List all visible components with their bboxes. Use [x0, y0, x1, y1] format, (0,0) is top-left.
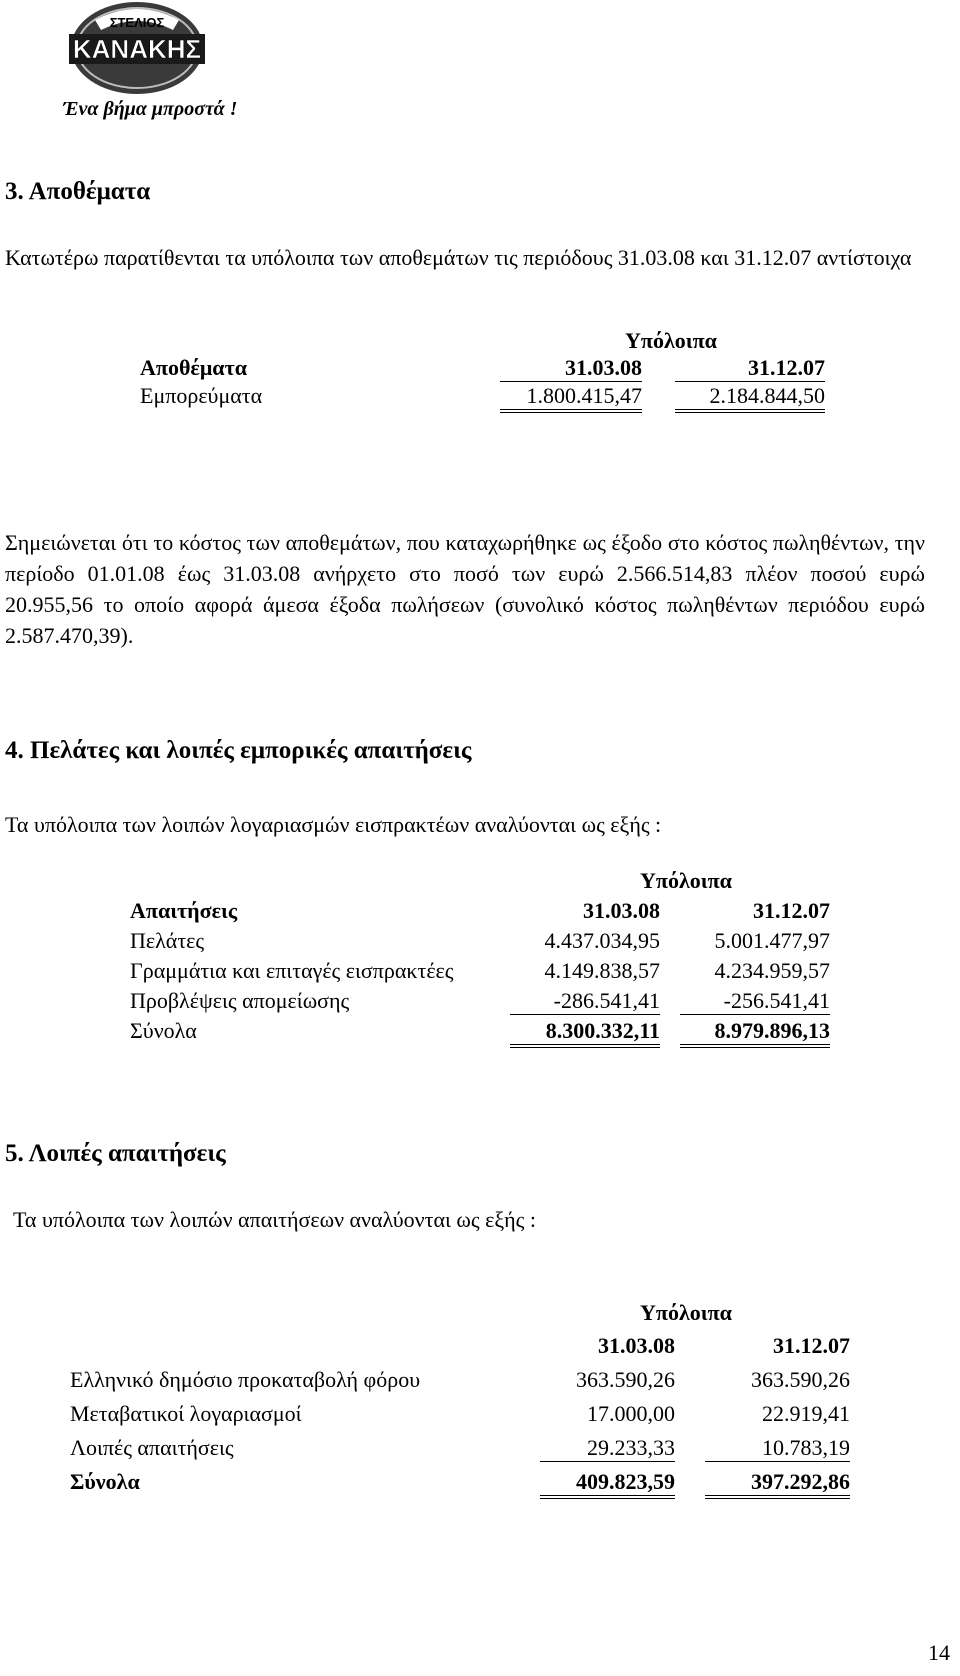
s3-row-value-1: 1.800.415,47 — [500, 383, 642, 413]
s5-row-value-1: 29.233,33 — [540, 1435, 675, 1462]
s4-total-label: Σύνολα — [130, 1018, 197, 1043]
s5-row-value-2: 363.590,26 — [751, 1367, 850, 1392]
s4-col1-header: 31.03.08 — [583, 898, 660, 923]
s5-row-label: Μεταβατικοί λογαριασμοί — [70, 1401, 302, 1426]
section-3-note: Σημειώνεται ότι το κόστος των αποθεμάτων, που καταχωρήθηκε ως έξοδο στο κόστος πωληθέντων, την περίοδο 01.01.08 έως 31.03.08 ανήρχετο στο ποσό των ευρώ 2.566.514,83 πλέον ποσού ευρώ 20.955,56 το οποίο αφορά άμεσα έξοδα πωλήσεων (συνολικό κόστος πωληθέντων περιόδου ευρώ 2.587.470,39). — [5, 530, 925, 648]
svg-text:ΣΤΕΛΙΟΣ: ΣΤΕΛΙΟΣ — [109, 15, 165, 30]
section-5-heading: 5. Λοιπές απαιτήσεις — [5, 1140, 226, 1167]
s5-row-value-1: 17.000,00 — [587, 1401, 675, 1426]
svg-text:ΚΑΝΑΚΗΣ: ΚΑΝΑΚΗΣ — [72, 34, 202, 64]
s5-col2-header: 31.12.07 — [773, 1333, 850, 1358]
section-3-heading: 3. Αποθέματα — [5, 178, 151, 205]
s3-col2-header: 31.12.07 — [675, 355, 825, 382]
s4-row-header: Απαιτήσεις — [130, 898, 238, 923]
s4-row-value-2: 5.001.477,97 — [714, 928, 830, 953]
s4-row-value-1: 4.149.838,57 — [544, 958, 660, 983]
s5-group-header: Υπόλοιπα — [640, 1300, 732, 1325]
s5-row-value-1: 363.590,26 — [576, 1367, 675, 1392]
s4-total-value-2: 8.979.896,13 — [680, 1018, 830, 1048]
s4-row-label: Προβλέψεις απομείωσης — [130, 988, 350, 1013]
svg-text:Ένα βήμα μπροστά !: Ένα βήμα μπροστά ! — [63, 98, 238, 120]
s4-row-value-2: 4.234.959,57 — [714, 958, 830, 983]
s3-col1-header: 31.03.08 — [500, 355, 642, 382]
s3-row-value-2: 2.184.844,50 — [675, 383, 825, 413]
s4-row-label: Πελάτες — [130, 928, 205, 953]
section-4-heading: 4. Πελάτες και λοιπές εμπορικές απαιτήσεις — [5, 737, 472, 764]
s3-row-label: Εμπορεύματα — [140, 383, 263, 408]
page-number: 14 — [928, 1640, 950, 1665]
section-4-intro: Τα υπόλοιπα των λοιπών λογαριασμών εισπρακτέων αναλύονται ως εξής : — [5, 812, 662, 837]
s4-row-value-1: -286.541,41 — [510, 988, 660, 1015]
s4-row-value-1: 4.437.034,95 — [544, 928, 660, 953]
company-logo — [55, 0, 240, 130]
s5-row-label: Ελληνικό δημόσιο προκαταβολή φόρου — [70, 1367, 421, 1392]
s4-group-header: Υπόλοιπα — [640, 868, 732, 893]
s3-row-header: Αποθέματα — [140, 355, 247, 380]
s3-group-header: Υπόλοιπα — [625, 328, 717, 353]
section-3-intro: Κατωτέρω παρατίθενται τα υπόλοιπα των αποθεμάτων τις περιόδους 31.03.08 και 31.12.07 αντίστοιχα — [5, 245, 912, 270]
s4-row-value-2: -256.541,41 — [680, 988, 830, 1015]
s5-row-value-2: 10.783,19 — [705, 1435, 850, 1462]
s5-total-label: Σύνολα — [70, 1469, 140, 1494]
section-5-intro: Τα υπόλοιπα των λοιπών απαιτήσεων αναλύονται ως εξής : — [13, 1207, 536, 1232]
s5-total-value-1: 409.823,59 — [540, 1469, 675, 1499]
s5-row-label: Λοιπές απαιτήσεις — [70, 1435, 234, 1460]
s5-total-value-2: 397.292,86 — [705, 1469, 850, 1499]
s5-col1-header: 31.03.08 — [598, 1333, 675, 1358]
s4-total-value-1: 8.300.332,11 — [510, 1018, 660, 1048]
s4-col2-header: 31.12.07 — [753, 898, 830, 923]
s5-row-value-2: 22.919,41 — [762, 1401, 850, 1426]
s4-row-label: Γραμμάτια και επιταγές εισπρακτέες — [130, 958, 454, 983]
